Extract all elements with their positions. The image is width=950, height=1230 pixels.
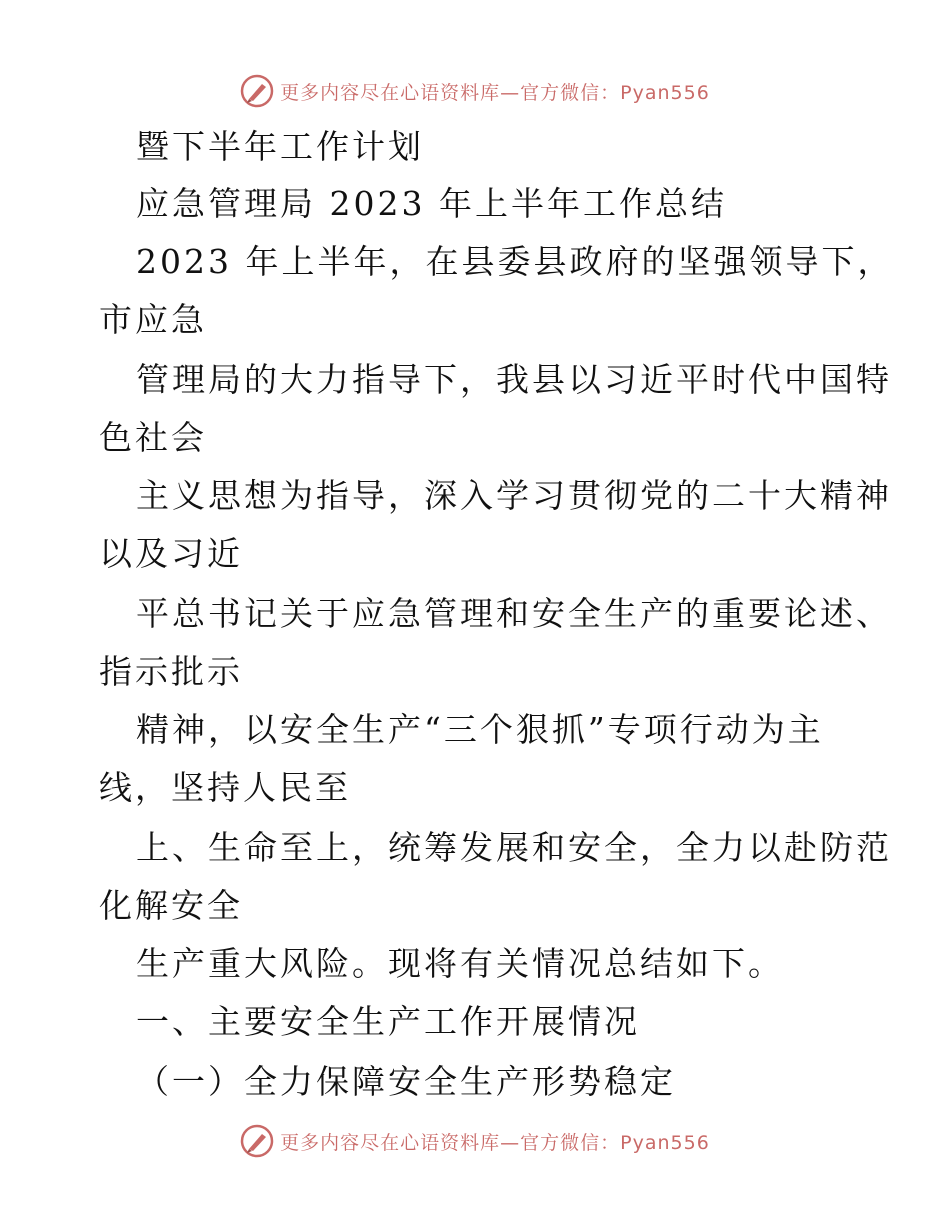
text-line: 平总书记关于应急管理和安全生产的重要论述、 bbox=[136, 594, 892, 633]
text-line: 化解安全 bbox=[99, 886, 243, 925]
text-line: 精神，以安全生产“三个狠抓”专项行动为主 bbox=[136, 710, 824, 749]
text-line: 上、生命至上，统筹发展和安全，全力以赴防范 bbox=[136, 828, 892, 867]
text-line: 暨下半年工作计划 bbox=[136, 127, 424, 166]
watermark-text: 更多内容尽在心语资料库—官方微信：Pyan556 bbox=[280, 81, 710, 104]
text-line: 应急管理局 2023 年上半年工作总结 bbox=[136, 184, 727, 223]
watermark-text: 更多内容尽在心语资料库—官方微信：Pyan556 bbox=[280, 1131, 710, 1154]
text-line: 管理局的大力指导下，我县以习近平时代中国特 bbox=[136, 360, 892, 399]
text-line: 以及习近 bbox=[99, 534, 243, 573]
pen-logo-icon bbox=[240, 74, 274, 108]
text-line: 线，坚持人民至 bbox=[99, 768, 351, 807]
pen-logo-icon bbox=[240, 1124, 274, 1158]
text-line: 2023 年上半年，在县委县政府的坚强领导下， bbox=[136, 242, 894, 281]
text-line: 指示批示 bbox=[99, 652, 243, 691]
text-line: 主义思想为指导，深入学习贯彻党的二十大精神 bbox=[136, 476, 892, 515]
watermark-footer bbox=[0, 1124, 950, 1158]
section-heading: 一、主要安全生产工作开展情况 bbox=[136, 1002, 640, 1041]
text-line: 色社会 bbox=[99, 418, 207, 457]
subsection-heading: （一）全力保障安全生产形势稳定 bbox=[136, 1062, 676, 1101]
text-line: 生产重大风险。现将有关情况总结如下。 bbox=[136, 944, 784, 983]
text-line: 市应急 bbox=[99, 300, 207, 339]
watermark-header bbox=[0, 74, 950, 108]
